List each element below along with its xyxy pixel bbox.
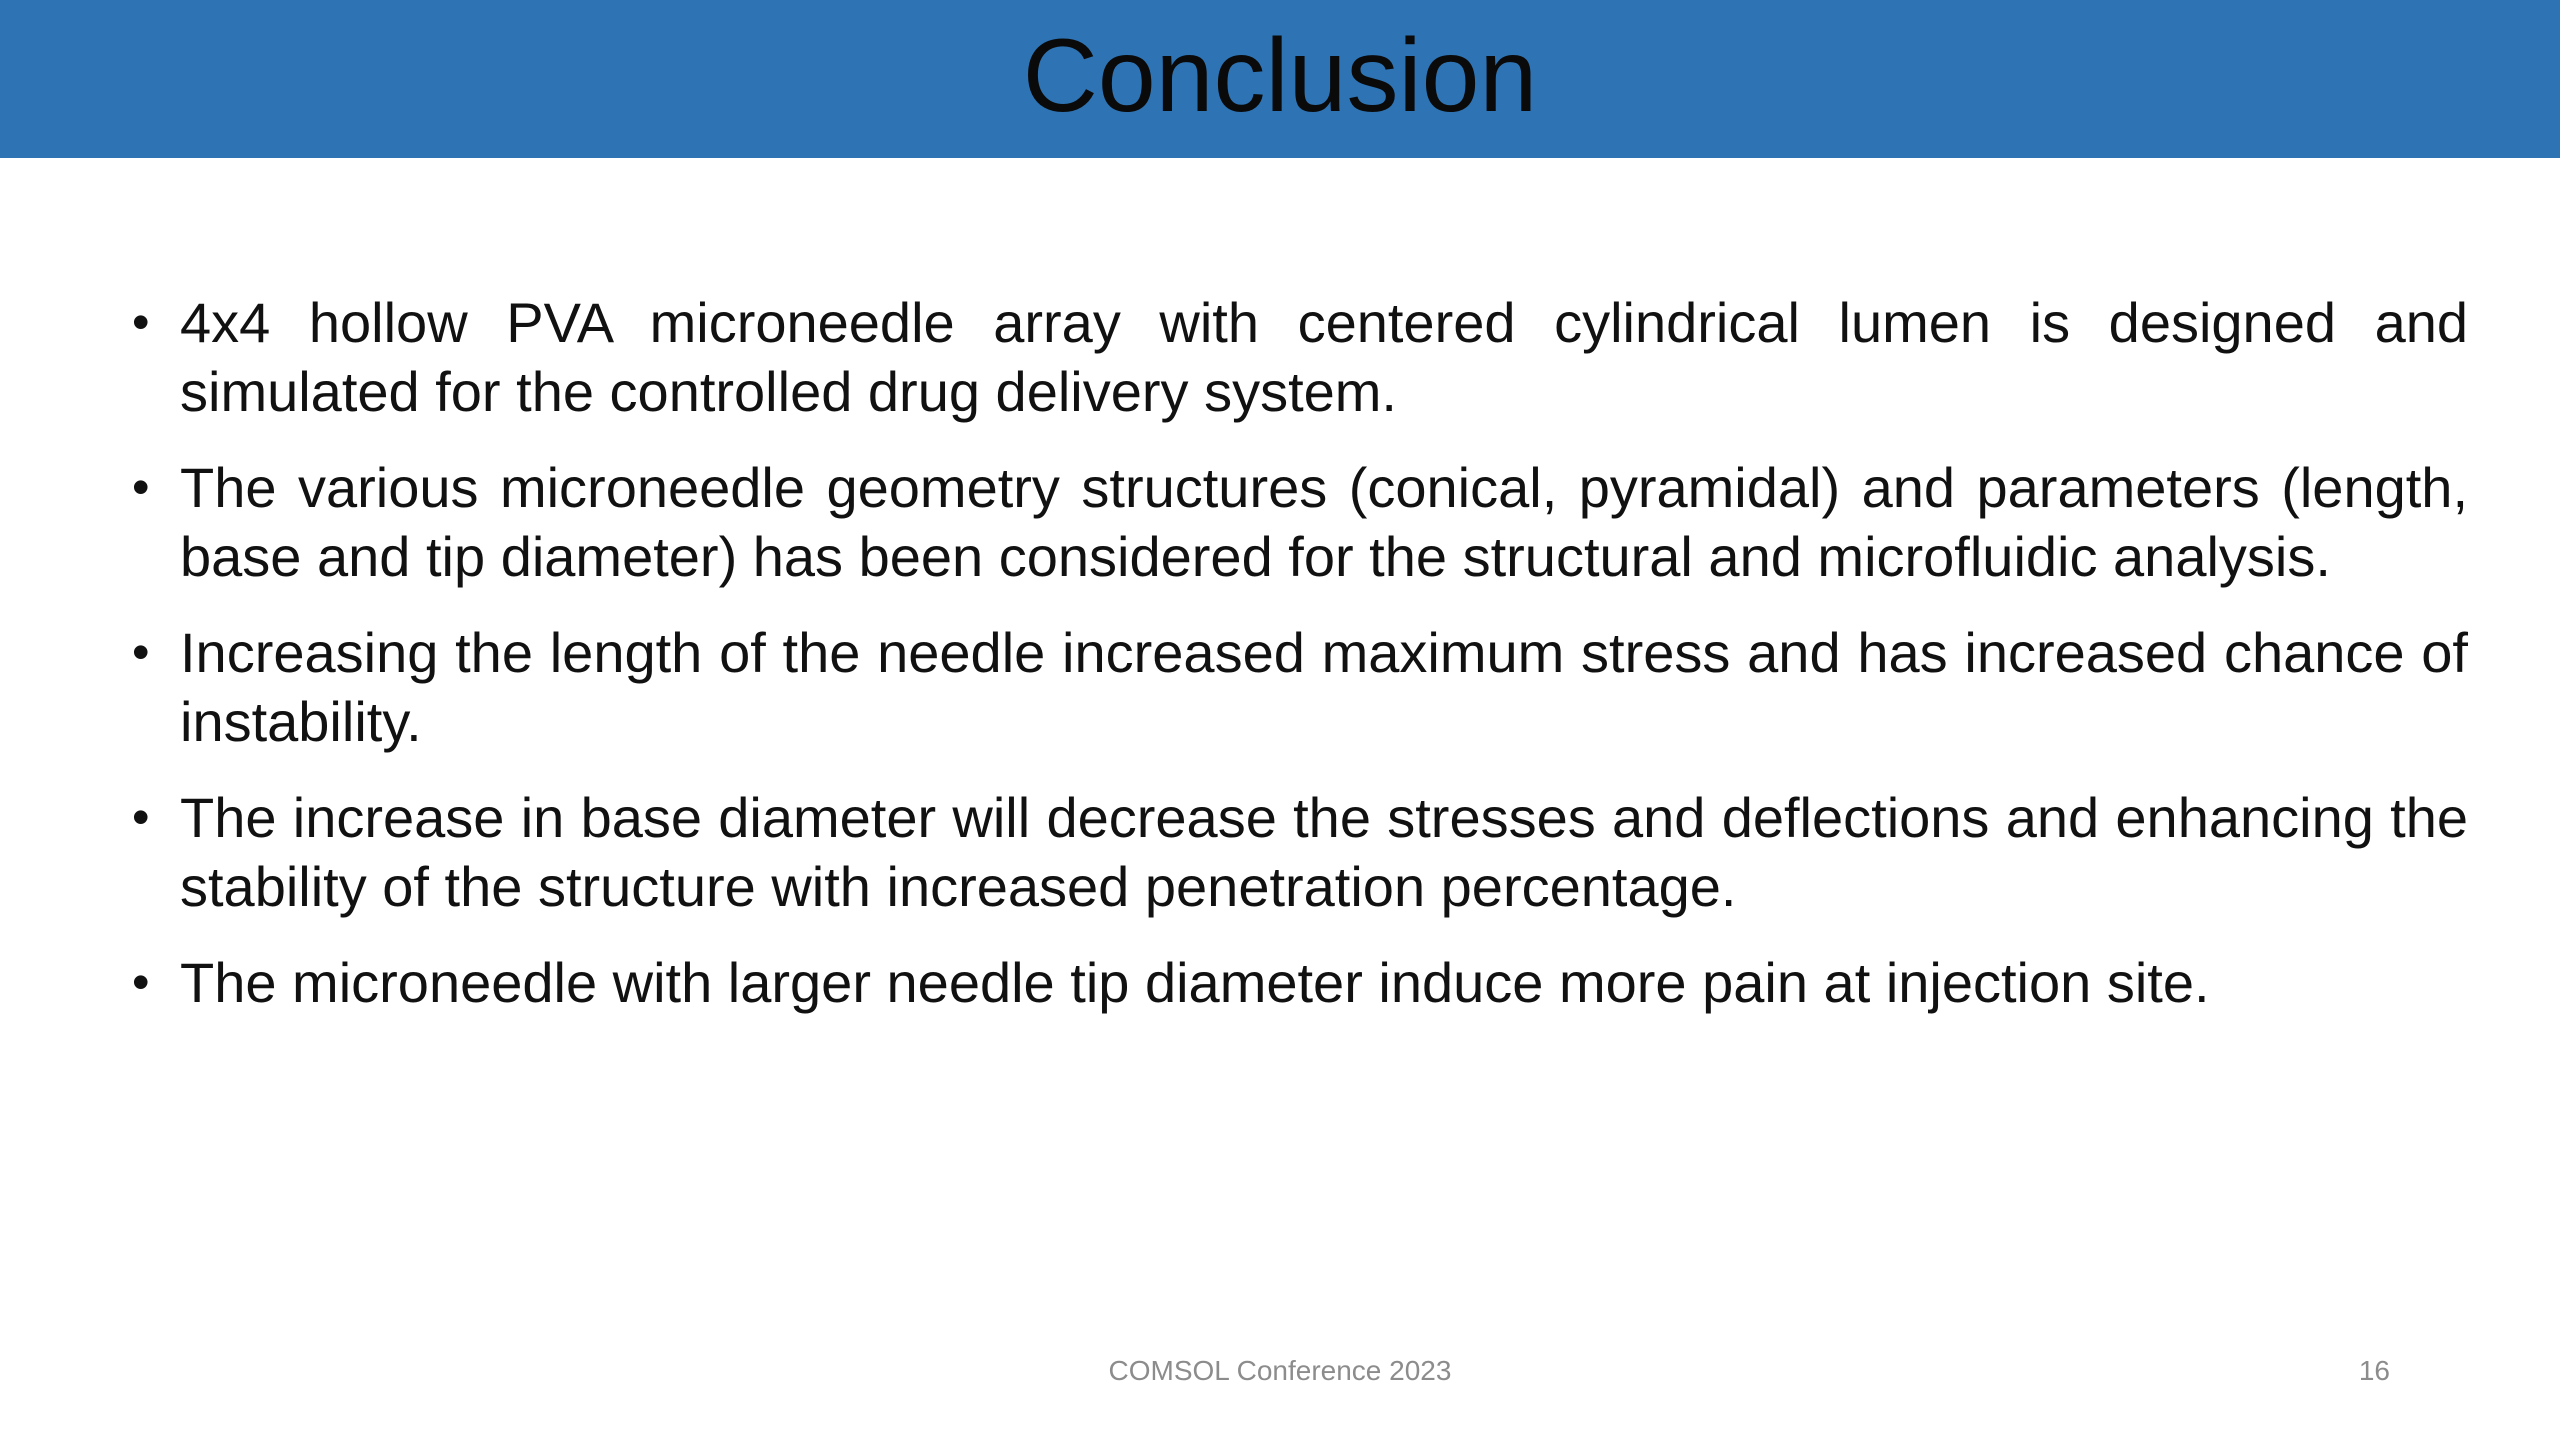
bullet-marker: •: [132, 954, 150, 1010]
bullet-text: The various microneedle geometry structures (conical, pyramidal) and parameters (length, base and tip diameter) has been considered for the structural and microfluidic analysis.: [180, 456, 2468, 588]
bullet-marker: •: [132, 624, 150, 680]
slide-title: Conclusion: [1022, 17, 1538, 134]
title-bar: [0, 0, 2560, 158]
page-number: 16: [2358, 1355, 2390, 1386]
bullet-marker: •: [132, 459, 150, 515]
bullet-text: Increasing the length of the needle increased maximum stress and has increased chance of instability.: [180, 621, 2468, 753]
bullet-item: [128, 618, 2468, 756]
slide-content: [128, 288, 2468, 1044]
bullet-item: [128, 948, 2468, 1017]
bullet-text: 4x4 hollow PVA microneedle array with centered cylindrical lumen is designed and simulated for the controlled drug delivery system.: [180, 291, 2468, 423]
bullet-item: [128, 453, 2468, 591]
bullet-item: [128, 783, 2468, 921]
bullet-item: [128, 288, 2468, 426]
footer-text: COMSOL Conference 2023: [1108, 1355, 1452, 1386]
bullet-text: The microneedle with larger needle tip diameter induce more pain at injection site.: [180, 951, 2210, 1014]
bullet-marker: •: [132, 789, 150, 845]
bullet-text: The increase in base diameter will decrease the stresses and deflections and enhancing the stability of the structure with increased penetration percentage.: [180, 786, 2468, 918]
bullet-marker: •: [132, 294, 150, 350]
bullet-list: [128, 288, 2468, 1017]
